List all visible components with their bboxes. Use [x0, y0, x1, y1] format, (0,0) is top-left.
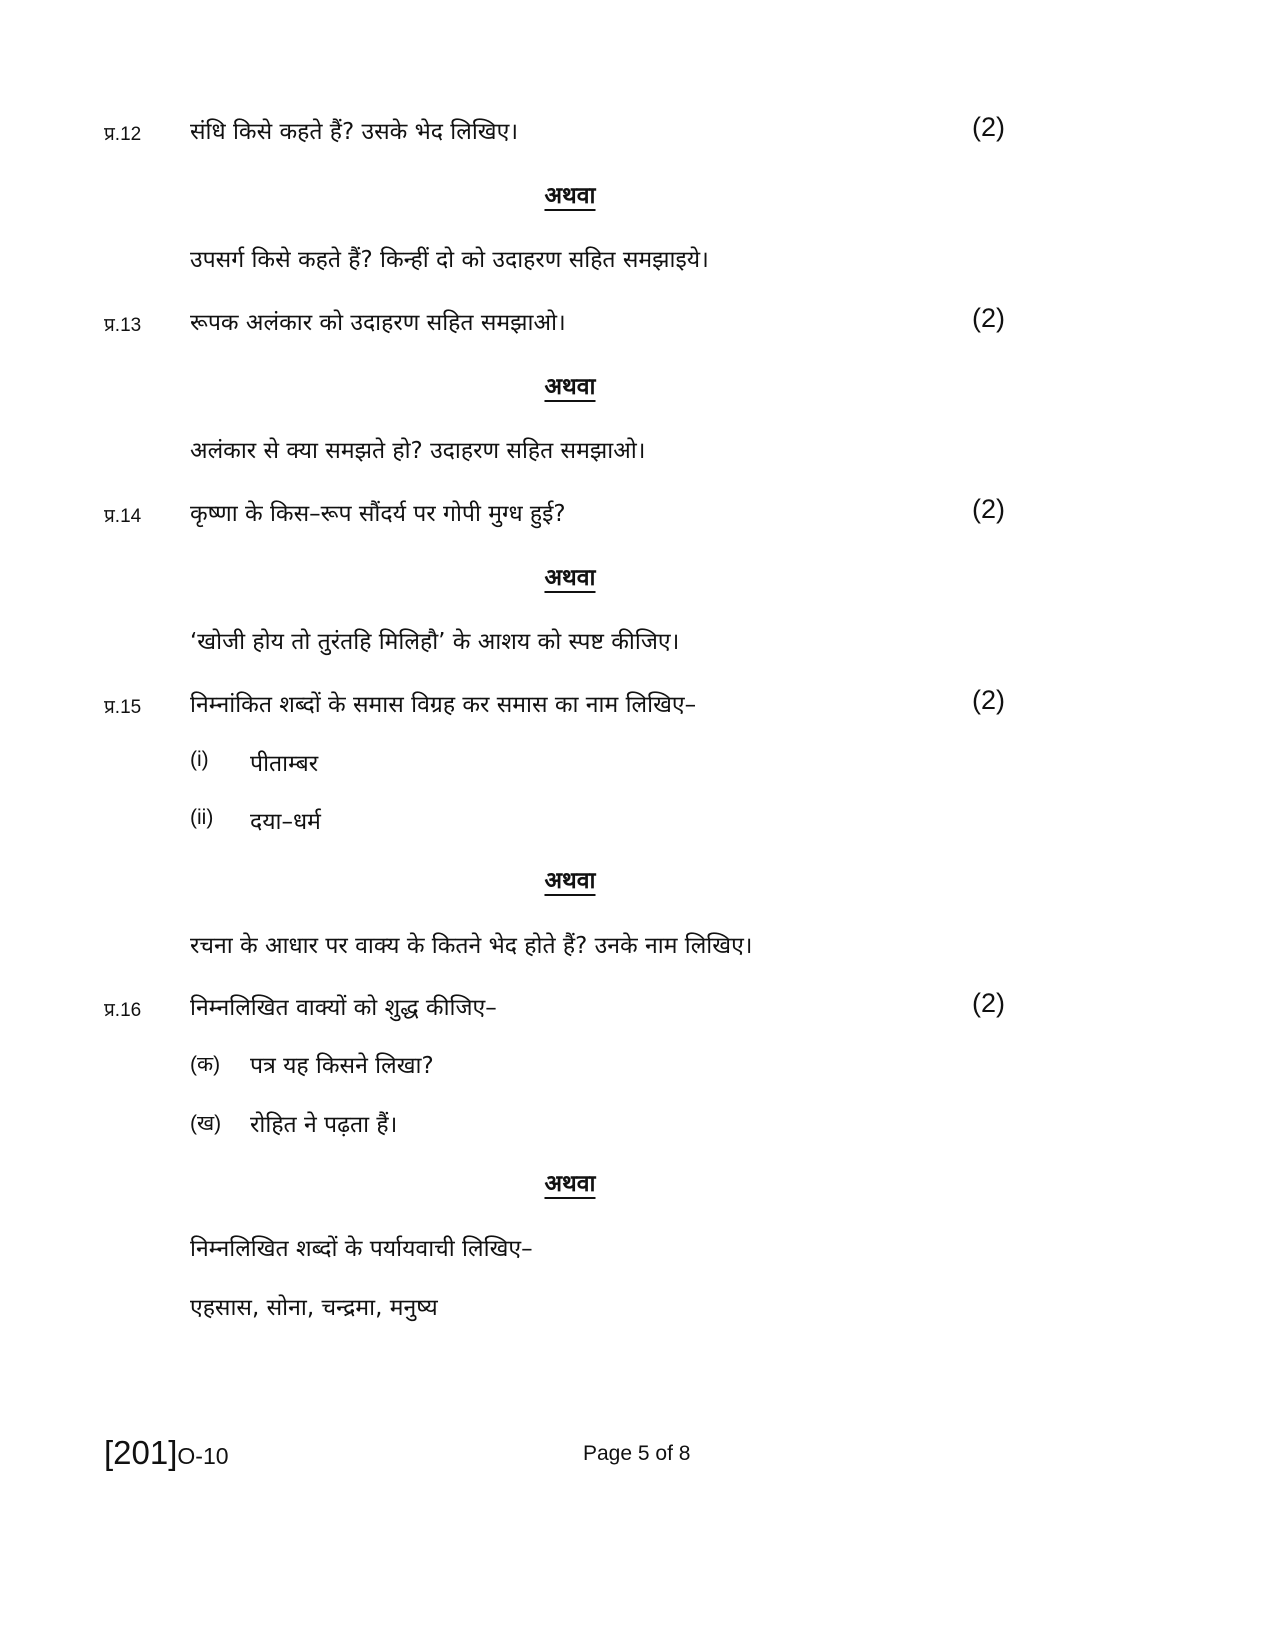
or-divider: अथवा: [544, 183, 596, 209]
question-text: संधि किसे कहते हैं? उसके भेद लिखिए।: [190, 119, 519, 145]
question-16-part-kha: [0, 1105, 1275, 1145]
or-divider: अथवा: [544, 868, 596, 894]
question-marks: (2): [972, 685, 1005, 715]
part-text: पत्र यह किसने लिखा?: [250, 1053, 434, 1079]
or-divider: अथवा: [544, 374, 596, 400]
question-text: रूपक अलंकार को उदाहरण सहित समझाओ।: [190, 310, 566, 336]
part-label: (ii): [190, 806, 214, 829]
question-text: निम्नलिखित वाक्यों को शुद्ध कीजिए–: [190, 995, 497, 1021]
part-text: रोहित ने पढ़ता हैं।: [250, 1112, 398, 1138]
question-number: प्र.12: [104, 124, 142, 145]
paper-code-suffix: O-10: [177, 1443, 229, 1469]
question-number: प्र.13: [104, 315, 142, 336]
question-marks: (2): [972, 494, 1005, 524]
alternative-text: निम्नलिखित शब्दों के पर्यायवाची लिखिए–: [190, 1236, 533, 1262]
question-number: प्र.16: [104, 1000, 142, 1021]
question-15: [0, 685, 1275, 725]
part-text: दया–धर्म: [250, 809, 321, 835]
question-15-part-i: [0, 744, 1275, 784]
page-number: Page 5 of 8: [583, 1442, 691, 1465]
paper-code: [104, 1434, 229, 1472]
question-16-alternative: [0, 1229, 1275, 1269]
question-12-alternative: [0, 240, 1275, 280]
question-13-alternative: [0, 431, 1275, 471]
question-15-part-ii: [0, 802, 1275, 842]
question-text: कृष्णा के किस–रूप सौंदर्य पर गोपी मुग्ध हुई?: [190, 501, 566, 527]
paper-code-main: [201]: [104, 1434, 178, 1471]
part-label: (ख): [190, 1112, 222, 1135]
question-16-part-ka: [0, 1046, 1275, 1086]
question-13: [0, 303, 1275, 343]
alternative-text: रचना के आधार पर वाक्य के कितने भेद होते हैं? उनके नाम लिखिए।: [190, 933, 753, 959]
question-number: प्र.14: [104, 506, 142, 527]
question-14-alternative: [0, 622, 1275, 662]
question-16: [0, 988, 1275, 1028]
or-divider: अथवा: [544, 1171, 596, 1197]
alternative-text: ‘खोजी होय तो तुरंतहि मिलिहौ’ के आशय को स्पष्ट कीजिए।: [190, 629, 680, 655]
question-14: [0, 494, 1275, 534]
alternative-text: उपसर्ग किसे कहते हैं? किन्हीं दो को उदाहरण सहित समझाइये।: [190, 247, 709, 273]
question-12: [0, 112, 1275, 152]
question-16-alternative-words: [0, 1288, 1275, 1328]
question-marks: (2): [972, 303, 1005, 333]
alternative-words: एहसास, सोना, चन्द्रमा, मनुष्य: [190, 1295, 438, 1321]
part-label: (i): [190, 748, 209, 771]
or-divider: अथवा: [544, 565, 596, 591]
question-marks: (2): [972, 988, 1005, 1018]
part-text: पीताम्बर: [250, 751, 319, 777]
question-number: प्र.15: [104, 697, 142, 718]
part-label: (क): [190, 1053, 221, 1076]
question-text: निम्नांकित शब्दों के समास विग्रह कर समास का नाम लिखिए–: [190, 692, 697, 718]
alternative-text: अलंकार से क्या समझते हो? उदाहरण सहित समझाओ।: [190, 438, 646, 464]
question-15-alternative: [0, 926, 1275, 966]
question-marks: (2): [972, 112, 1005, 142]
